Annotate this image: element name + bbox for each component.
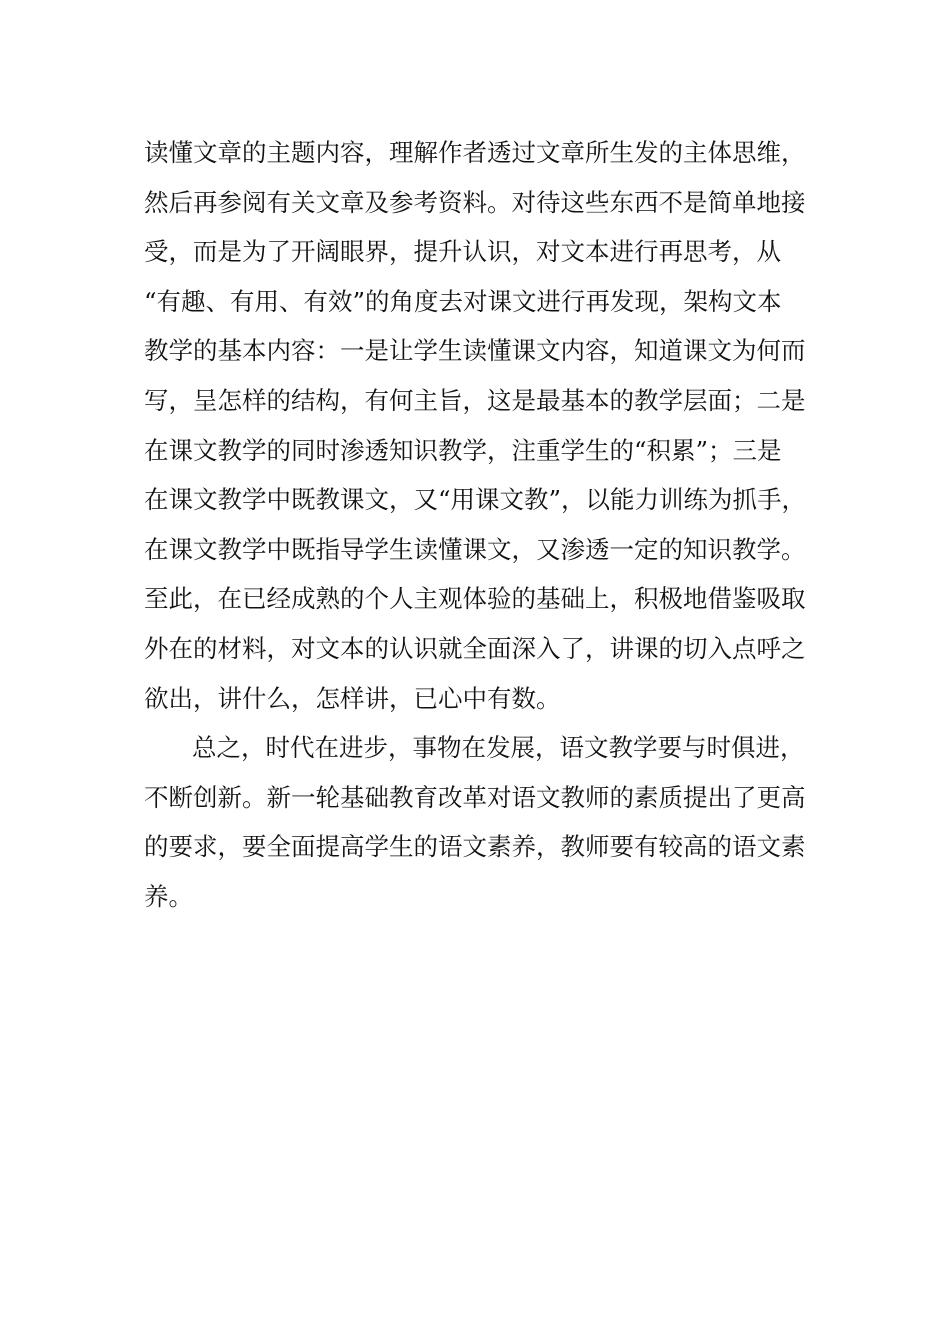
paragraph-1 bbox=[144, 128, 814, 723]
text-line: 的要求，要全面提高学生的语文素养，教师要有较高的语文素 bbox=[144, 832, 806, 862]
text-line: 在课文教学的同时渗透知识教学，注重学生的“积累”；三是 bbox=[144, 435, 782, 465]
text-line: 然后再参阅有关文章及参考资料。对待这些东西不是简单地接 bbox=[144, 187, 806, 217]
text-line: 受，而是为了开阔眼界，提升认识，对文本进行再思考，从 bbox=[144, 237, 781, 267]
text-line: 欲出，讲什么，怎样讲，已心中有数。 bbox=[144, 683, 561, 713]
body-text bbox=[144, 128, 814, 922]
text-line: 写，呈怎样的结构，有何主旨，这是最基本的教学层面；二是 bbox=[144, 385, 806, 415]
text-line: 在课文教学中既教课文，又“用课文教”，以能力训练为抓手， bbox=[144, 485, 807, 515]
text-line: 至此，在已经成熟的个人主观体验的基础上，积极地借鉴吸取 bbox=[144, 584, 806, 614]
text-line: 在课文教学中既指导学生读懂课文，又渗透一定的知识教学。 bbox=[144, 534, 806, 564]
text-line: 不断创新。新一轮基础教育改革对语文教师的素质提出了更高 bbox=[144, 782, 806, 812]
paragraph-2 bbox=[144, 723, 814, 921]
text-line: 养。 bbox=[144, 881, 193, 911]
text-line: 总之，时代在进步，事物在发展，语文教学要与时俱进， bbox=[192, 733, 805, 763]
text-line: 教学的基本内容：一是让学生读懂课文内容，知道课文为何而 bbox=[144, 336, 806, 366]
text-line: “有趣、有用、有效”的角度去对课文进行再发现，架构文本 bbox=[144, 286, 782, 316]
text-line: 读懂文章的主题内容，理解作者透过文章所生发的主体思维， bbox=[144, 138, 806, 167]
text-line: 外在的材料，对文本的认识就全面深入了，讲课的切入点呼之 bbox=[144, 633, 806, 663]
